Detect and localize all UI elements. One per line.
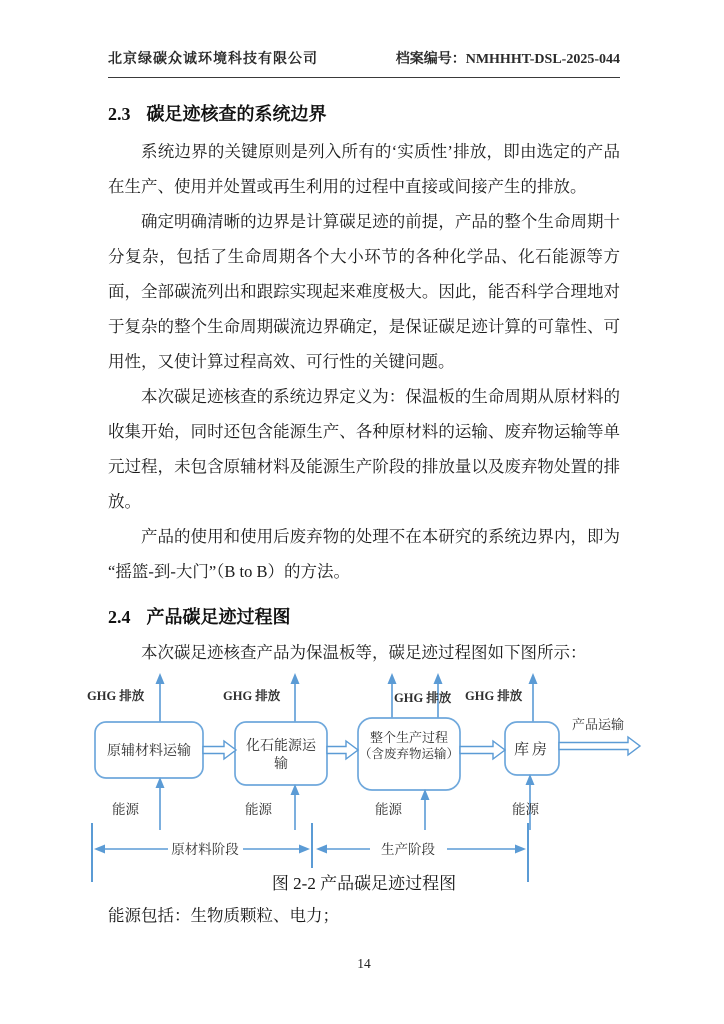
right-arrowhead-icon (299, 845, 310, 854)
ghg-emission-label: GHG 排放 (465, 689, 523, 703)
carbon-footprint-process-diagram (75, 670, 724, 885)
right-arrow-icon (559, 737, 640, 755)
section-heading-2-3 (108, 100, 620, 126)
page-number: 14 (357, 956, 371, 971)
section-number: 2.4 (108, 607, 131, 627)
section-title: 碳足迹核查的系统边界 (146, 104, 327, 124)
archive-label: 档案编号： (395, 52, 466, 67)
box-label-warehouse: 库房 (513, 742, 551, 758)
ghg-emission-label: GHG 排放 (87, 689, 145, 703)
energy-label: 能源 (245, 802, 272, 817)
energy-note: 能源包括：生物质颗粒、电力； (108, 906, 339, 925)
arrowhead-icon (434, 673, 443, 684)
figure-caption: 图 2-2 产品碳足迹过程图 (271, 874, 457, 893)
ghg-emission-label: GHG 排放 (394, 691, 452, 705)
paragraph-system-boundary-principle: 系统边界的关键原则是列入所有的‘实质性’排放，即由选定的产品在生产、使用并处置或再生利用的过程中直接或间接产生的排放。 (108, 142, 620, 196)
box-label-fossil-energy-line1: 化石能源运 (246, 739, 316, 754)
box-label-production-line1: 整个生产过程 (369, 730, 449, 745)
energy-label: 能源 (375, 802, 402, 817)
left-arrowhead-icon (316, 845, 327, 854)
page-header (108, 48, 620, 78)
arrowhead-icon (529, 673, 538, 684)
ghg-emission-label: GHG 排放 (223, 689, 281, 703)
box-label-fossil-energy-line2: 输 (274, 757, 288, 772)
archive-value: NMHHHT-DSL-2025-044 (465, 52, 620, 67)
paragraph-b-to-b-method: 产品的使用和使用后废弃物的处理不在本研究的系统边界内，即为“摇篮-到-大门”（B to B）的方法。 (108, 527, 620, 581)
stage-label-production: 生产阶段 (381, 842, 435, 857)
process-flow-svg (75, 670, 724, 885)
energy-label: 能源 (112, 802, 139, 817)
paragraph-boundary-definition: 本次碳足迹核查的系统边界定义为：保温板的生命周期从原材料的收集开始，同时还包含能源生产、各种原材料的运输、废弃物运输等单元过程，未包含原辅材料及能源生产阶段的排放量以及废弃物处置的排放。 (108, 387, 620, 511)
right-arrow-icon (203, 741, 236, 759)
energy-up-arrows (156, 774, 535, 830)
paragraph-boundary-complexity: 确定明确清晰的边界是计算碳足迹的前提，产品的整个生命周期十分复杂，包括了生命周期各个大小环节的各种化学品、化石能源等方面，全部碳流列出和跟踪实现起来难度极大。因此，能否科学合理地对于复杂的整个生命周期碳流边界确定，是保证碳足迹计算的可靠性、可用性，又使计算过程高效、可行性的关键问题。 (108, 212, 620, 371)
box-label-production-line2: （含废弃物运输） (358, 747, 460, 761)
arrowhead-icon (388, 673, 397, 684)
section-heading-2-4 (108, 603, 620, 629)
arrowhead-icon (291, 673, 300, 684)
left-arrowhead-icon (94, 845, 105, 854)
energy-label: 能源 (512, 802, 539, 817)
section-number: 2.3 (108, 104, 131, 124)
paragraph-process-diagram-intro: 本次碳足迹核查产品为保温板等，碳足迹过程图如下图所示： (141, 643, 587, 662)
box-label-raw-material-transport: 原辅材料运输 (107, 744, 191, 759)
section-title: 产品碳足迹过程图 (146, 607, 291, 627)
right-arrow-icon (327, 741, 358, 759)
product-transport-label: 产品运输 (571, 717, 625, 732)
stage-label-raw-material: 原材料阶段 (171, 842, 239, 857)
right-arrowhead-icon (515, 845, 526, 854)
company-name: 北京绿碳众诚环境科技有限公司 (108, 52, 318, 67)
arrowhead-icon (156, 673, 165, 684)
right-arrow-icon (460, 741, 505, 759)
archive-number (396, 48, 620, 68)
